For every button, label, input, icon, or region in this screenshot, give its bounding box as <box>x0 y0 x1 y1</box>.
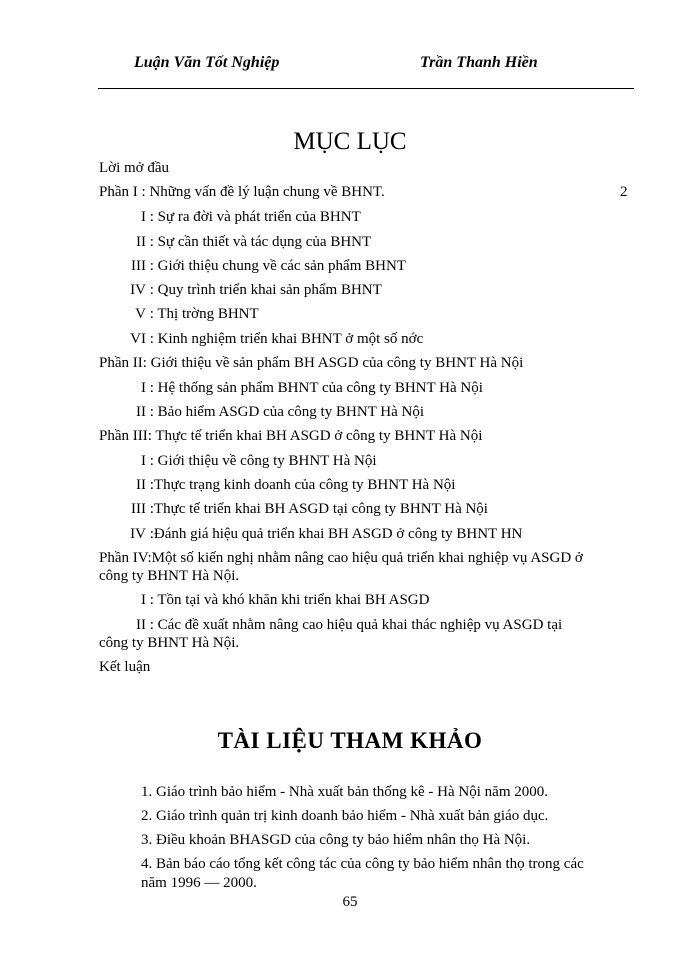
page-number: 65 <box>342 894 358 910</box>
reference-item: 3. Điều khoản BHASGD của công ty bảo hiểm nhân thọ Hà Nội. <box>141 832 531 848</box>
toc-part-4-continued: công ty BHNT Hà Nội. <box>99 568 240 584</box>
toc-item <box>120 592 429 609</box>
reference-item: 1. Giáo trình bảo hiểm - Nhà xuất bản thống kê - Hà Nội năm 2000. <box>141 784 548 800</box>
toc-part-2 <box>99 355 523 372</box>
toc-item <box>120 617 562 634</box>
toc-item <box>120 282 382 299</box>
toc-item <box>120 526 522 543</box>
toc-item <box>120 234 371 251</box>
header-right-author: Trần Thanh Hiền <box>420 54 538 71</box>
toc-item-num: III <box>131 258 146 274</box>
toc-item <box>120 209 361 226</box>
toc-item <box>120 331 423 348</box>
toc-item-text: :Đánh giá hiệu quả triển khai BH ASGD ở công ty BHNT HN <box>149 526 523 542</box>
toc-item-num: III <box>131 501 146 517</box>
toc-part-1-label: Phần I <box>99 184 138 200</box>
toc-item-text: : Thị trờng BHNT <box>149 306 259 322</box>
toc-title: MỤC LỤC <box>293 128 407 155</box>
toc-part-1 <box>99 184 385 201</box>
toc-part-1-text: : Những vấn đề lý luận chung về BHNT. <box>141 184 385 200</box>
toc-item-continued: công ty BHNT Hà Nội. <box>99 635 240 651</box>
toc-part-3-label: Phần III <box>99 428 148 444</box>
references-title: TÀI LIỆU THAM KHẢO <box>217 728 483 753</box>
toc-item-text: : Sự cần thiết và tác dụng của BHNT <box>149 234 372 250</box>
toc-item <box>120 306 259 323</box>
reference-item: 4. Bản báo cáo tổng kết công tác của công ty bảo hiểm nhân thọ trong các <box>141 856 584 872</box>
toc-item-num: IV <box>130 526 146 542</box>
reference-item-continued: năm 1996 — 2000. <box>141 875 257 891</box>
toc-item <box>120 258 406 275</box>
toc-item-num: I <box>141 380 146 396</box>
toc-item <box>120 501 488 518</box>
toc-item-text: : Các đề xuất nhằm nâng cao hiệu quả khai thác nghiệp vụ ASGD tại <box>149 617 563 633</box>
toc-item-text: : Sự ra đời và phát triển của BHNT <box>149 209 361 225</box>
toc-part-2-text: : Giới thiệu về sản phẩm BH ASGD của công ty BHNT Hà Nội <box>142 355 524 371</box>
toc-item-num: I <box>141 453 146 469</box>
toc-item-num: II <box>136 234 146 250</box>
toc-item-num: II <box>136 617 146 633</box>
toc-item-text: : Tồn tại và khó khăn khi triển khai BH ASGD <box>149 592 430 608</box>
toc-item-text: :Thực tế triển khai BH ASGD tại công ty BHNT Hà Nội <box>149 501 488 517</box>
reference-item: 2. Giáo trình quản trị kinh doanh bảo hiểm - Nhà xuất bản giáo dục. <box>141 808 549 824</box>
toc-part-3-text: : Thực tế triển khai BH ASGD ở công ty BHNT Hà Nội <box>147 428 483 444</box>
toc-item-num: IV <box>130 282 146 298</box>
toc-part-4 <box>99 550 583 567</box>
toc-item-num: II <box>136 404 146 420</box>
toc-item <box>120 380 483 397</box>
toc-item-num: I <box>141 209 146 225</box>
toc-intro: Lời mở đầu <box>99 160 170 176</box>
toc-item-num: V <box>135 306 146 322</box>
toc-item-text: : Quy trình triển khai sản phẩm BHNT <box>149 282 382 298</box>
toc-part-4-text: :Một số kiến nghị nhằm nâng cao hiệu quả triển khai nghiệp vụ ASGD ở <box>147 550 583 566</box>
toc-part-1-page: 2 <box>620 184 628 200</box>
toc-item-text: : Giới thiệu chung về các sản phẩm BHNT <box>149 258 406 274</box>
header-left-title: Luận Văn Tốt Nghiệp <box>134 54 280 71</box>
toc-part-4-label: Phần IV <box>99 550 148 566</box>
toc-item-text: : Kinh nghiệm triển khai BHNT ở một số nớc <box>149 331 424 347</box>
toc-part-3 <box>99 428 482 445</box>
toc-item-num: VI <box>130 331 146 347</box>
toc-item-text: : Hệ thống sản phẩm BHNT của công ty BHNT Hà Nội <box>149 380 483 396</box>
toc-item-text: : Bảo hiểm ASGD của công ty BHNT Hà Nội <box>149 404 425 420</box>
toc-item <box>120 477 455 494</box>
toc-item-num: I <box>141 592 146 608</box>
toc-part-2-label: Phần II <box>99 355 143 371</box>
toc-item <box>120 404 424 421</box>
toc-item-num: II <box>136 477 146 493</box>
toc-item-text: :Thực trạng kinh doanh của công ty BHNT Hà Nội <box>149 477 456 493</box>
toc-item-text: : Giới thiệu về công ty BHNT Hà Nội <box>149 453 377 469</box>
header-divider <box>98 88 634 89</box>
toc-conclusion: Kết luận <box>99 659 151 675</box>
toc-item <box>120 453 377 470</box>
